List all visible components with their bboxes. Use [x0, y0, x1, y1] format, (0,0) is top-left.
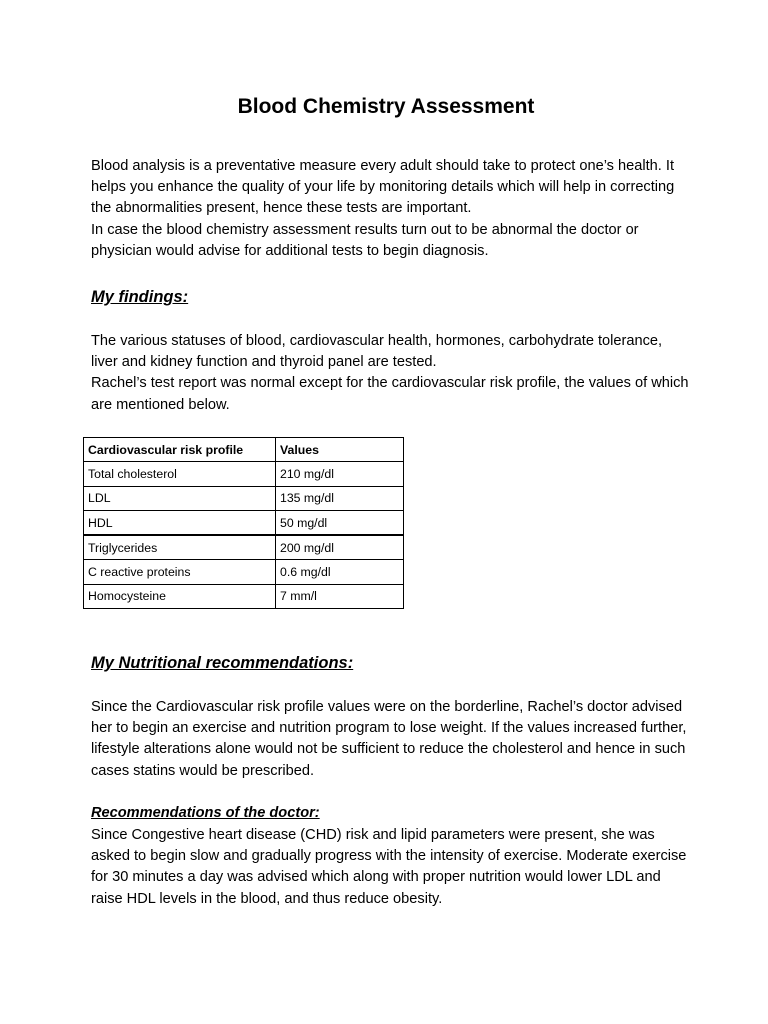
intro-paragraph-2: In case the blood chemistry assessment results turn out to be abnormal the doctor or physician would advise for additional tests to begin diagnosis.: [91, 221, 639, 259]
findings-heading: My findings:: [91, 288, 189, 306]
findings-paragraph-1: The various statuses of blood, cardiovascular health, hormones, carbohydrate tolerance, liver and kidney function and thyroid panel are tested.: [91, 333, 663, 371]
table-row: [84, 560, 404, 584]
table-cell-value: 50 mg/dl: [276, 510, 404, 535]
intro-paragraph-1: Blood analysis is a preventative measure every adult should take to protect one’s health. It helps you enhance the quality of your life by monitoring details which will help in correcting the abnormalities present, hence these tests are important.: [91, 158, 675, 217]
cardiovascular-risk-table: [83, 437, 404, 609]
recommendations-heading: My Nutritional recommendations:: [91, 654, 354, 672]
table-cell-value: 7 mm/l: [276, 584, 404, 608]
table-row: [84, 535, 404, 560]
doctor-recommendations-heading: Recommendations of the doctor:: [91, 805, 320, 821]
table-row: [84, 584, 404, 608]
table-cell-value: 135 mg/dl: [276, 486, 404, 510]
findings-section: [91, 331, 691, 416]
table-cell-profile: Homocysteine: [84, 584, 276, 608]
table-cell-profile: C reactive proteins: [84, 560, 276, 584]
table-row: [84, 462, 404, 486]
table-row: [84, 510, 404, 535]
table-cell-value: 210 mg/dl: [276, 462, 404, 486]
recommendations-paragraph: Since the Cardiovascular risk profile values were on the borderline, Rachel’s doctor advised her to begin an exercise and nutrition program to lose weight. If the values increased further, lifestyle alterations alone would not be sufficient to reduce the cholesterol and hence in such cases statins would be prescribed.: [91, 699, 687, 779]
document-title: Blood Chemistry Assessment: [237, 95, 535, 118]
table-cell-value: 200 mg/dl: [276, 535, 404, 560]
findings-paragraph-2: Rachel’s test report was normal except for the cardiovascular risk profile, the values of which are mentioned below.: [91, 375, 689, 413]
table-cell-profile: HDL: [84, 510, 276, 535]
table-cell-profile: Triglycerides: [84, 535, 276, 560]
table-cell-profile: LDL: [84, 486, 276, 510]
table-header-row: [84, 438, 404, 462]
intro-section: [91, 156, 691, 262]
table-row: [84, 486, 404, 510]
table-header-values: Values: [276, 438, 404, 462]
table-cell-profile: Total cholesterol: [84, 462, 276, 486]
table-cell-value: 0.6 mg/dl: [276, 560, 404, 584]
table-header-profile: Cardiovascular risk profile: [84, 438, 276, 462]
doctor-recommendations-paragraph: Since Congestive heart disease (CHD) risk and lipid parameters were present, she was asked to begin slow and gradually progress with the intensity of exercise. Moderate exercise for 30 minutes a day was advised which along with proper nutrition would lower LDL and raise HDL levels in the blood, and thus reduce obesity.: [91, 827, 687, 907]
